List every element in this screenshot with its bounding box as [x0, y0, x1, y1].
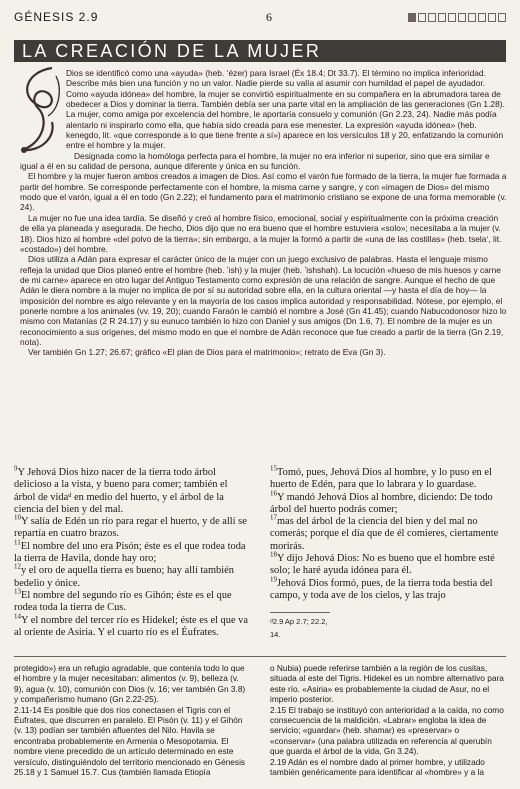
ornament-space — [20, 68, 66, 156]
verse-text: mas del árbol de la ciencia del bien y del mal no comerás; porque el día que de él comieres, ciertamente morirás. — [270, 516, 499, 552]
verse-number: 18 — [270, 550, 277, 559]
marker-box-icon — [468, 13, 476, 22]
essay-paragraph: Designada como la homóloga perfecta para el hombre, la mujer no era inferior ni superior, sino que era similar e igual a él en su calidad de persona, aunque diferente y única en su función. — [20, 150, 490, 172]
study-note: 2.19 Adán es el nombre dado al primer hombre, y utilizado también genéricamente para identificar al «hombre» y a la — [270, 756, 485, 778]
article-essay — [20, 68, 508, 358]
verse — [270, 464, 506, 492]
scripture-column-right — [270, 464, 506, 641]
verse — [14, 464, 250, 516]
verse-number: 13 — [14, 587, 21, 596]
verse — [14, 612, 250, 640]
study-note: 2.15 El trabajo se instituyó con anterioridad a la caída, no como consecuencia de la maldición. «Labrar» engloba la idea de servicio; «guardar» (heb. shamar) es «preservar» o «conservar» (una palabra utilizada en referencia al querubín que guarda el árbol de la vida, Gn 3.24). — [270, 704, 504, 757]
marker-box-filled-icon — [408, 13, 416, 22]
verse-text: Y el nombre del tercer río es Hidekel; éste es el que va al oriente de Asiria. Y el cuarto río es el Éufrates. — [14, 614, 248, 638]
verse-text: Y Jehová Dios hizo nacer de la tierra todo árbol delicioso a la vista, y bueno para comer; también el árbol de vidaᵈ en medio del huerto, y el árbol de la ciencia del bien y del mal. — [14, 467, 228, 515]
verse-number: 16 — [270, 489, 277, 498]
verse-text: Y dijo Jehová Dios: No es bueno que el hombre esté solo; le haré ayuda idónea para él. — [270, 553, 495, 577]
essay-paragraph: El hombre y la mujer fueron ambos creados a imagen de Dios. Así como el varón fue formado de la tierra, la mujer fue formada a partir del hombre. Se corresponde perfectamente con el hombre, la misma carne y sangre, y con «imagen de Dios» del mismo modo que el varón, igual a él en todo (Gn 2.22); el fundamento para el matrimonio cristiano se expone de una forma memorable (v. 24). — [20, 171, 507, 213]
essay-paragraph: La mujer no fue una idea tardía. Se diseñó y creó al hombre físico, emocional, social y espiritualmente con la próxima creación de ella ya planeada y asegurada. De hecho, Dios dijo que no era bueno que el hombre estuviera «solo»; necesitaba a la mujer (v. 18). Dios hizo al hombre «del polvo de la tierra»; sin embargo, a la mujer la formó a partir de «una de las costillas» (heb. tselaʻ, lit. «costado») del hombre. — [20, 212, 502, 254]
verse — [14, 513, 250, 541]
verse — [14, 538, 250, 566]
notes-divider — [14, 656, 506, 657]
essay-paragraph: Dios utiliza a Adán para expresar el carácter único de la mujer con un juego exclusivo de palabras. Hasta el lenguaje mismo refleja la unidad que Dios planeó entre el hombre (heb. ʼish) y la mujer (heb. ʼishshah). La locución «hueso de mis huesos y carne de mi carne» aparece en otro lugar del Antiguo Testamento como expresión de una relación de sangre. Aunque el hecho de que Adán le diera nombre a la mujer no implica de por sí su autoridad sobre ella, en la cultura oriental —y hasta el día de hoy— la imposición del nombre es algo relevante y en la mayoría de los casos implica autoridad y responsabilidad. Nótese, por ejemplo, el ponerle nombre a los animales (vv. 19, 20); cuando Faraón le cambió el nombre a José (Gn 41.45); cuando Nabucodonosor hizo lo mismo con Matanías (2 R 24.17) y su eunuco también lo hizo con Daniel y sus amigos (Dn 1.6, 7). El nombre de la mujer es un reconocimiento a sus orígenes, del mismo modo en que el nombre de Adán reconoce que fue creado a partir de la tierra (Gn 2.19, nota). — [20, 254, 507, 347]
verse-text: El nombre del segundo río es Gihón; éste es el que rodea toda la tierra de Cus. — [14, 589, 232, 614]
marker-box-icon — [458, 13, 466, 22]
essay-see-also: Ver también Gn 1.27; 26.67; gráfico «El plan de Dios para el matrimonio»; retrato de Eva (Gn 3). — [28, 347, 386, 358]
verse-text: El nombre del uno era Pisón; éste es el que rodea toda la tierra de Havila, donde hay oro; — [14, 540, 246, 565]
verse-number: 15 — [270, 464, 277, 473]
marker-box-icon — [418, 13, 426, 22]
section-marker-boxes-icon — [408, 13, 506, 22]
verse — [14, 587, 250, 615]
running-head — [14, 10, 506, 30]
notes-column-right — [270, 663, 506, 777]
verse-number: 19 — [270, 575, 277, 584]
verse — [14, 562, 250, 590]
verse-number: 11 — [14, 538, 21, 547]
book-reference: GÉNESIS 2.9 — [14, 10, 99, 24]
verse-text: Tomó, pues, Jehová Dios al hombre, y lo puso en el huerto de Edén, para que lo labrara y lo guardase. — [270, 467, 492, 491]
verse — [270, 575, 506, 603]
verse-text: Jehová Dios formó, pues, de la tierra toda bestia del campo, y toda ave de los cielos, y las trajo — [270, 577, 493, 601]
study-note: 2.11-14 Es posible que dos ríos conectasen el Tigris con el Éufrates, que discurren en paralelo. El Pisón (v. 11) y el Gihón (v. 13) podían ser también afluentes del Nilo. Havila se encontraba probablemente en Armenia o Mesopotamia. El nombre viene precedido de un artículo determinado en este versículo, distinguiéndolo del territorio mencionado en Génesis 25.18 y 1 Samuel 15.7. Cus (también llamada Etiopía — [14, 704, 246, 778]
marker-box-icon — [448, 13, 456, 22]
cross-reference: ᵈ2.9 Ap 2.7; 22.2, 14. — [270, 612, 330, 641]
verse-number: 9 — [14, 464, 18, 473]
verse-number: 14 — [14, 612, 21, 621]
article-title: LA CREACIÓN DE LA MUJER — [22, 41, 322, 61]
verse-number: 17 — [270, 513, 277, 522]
marker-box-icon — [498, 13, 506, 22]
verse — [270, 550, 506, 578]
verse-number: 12 — [14, 562, 21, 571]
article-banner — [14, 40, 506, 62]
page-number: 6 — [266, 10, 272, 24]
marker-box-icon — [428, 13, 436, 22]
verse — [270, 513, 506, 553]
notes-column-left — [14, 663, 250, 777]
verse — [270, 489, 506, 517]
verse-text: Y salía de Edén un río para regar el huerto, y de allí se repartía en cuatro brazos. — [14, 516, 247, 540]
verse-number: 10 — [14, 513, 21, 522]
essay-paragraph: Dios se identificó como una «ayuda» (heb. ʻézer) para Israel (Éx 18.4; Dt 33.7). El término no implica inferioridad. Describe más bien una función y no un valor. Nadie pierde su valía al asumir con humildad el papel de ayudador. Como «ayuda idónea» del hombre, la mujer se convirtió espiritualmente en su compañera en la abrumadora tarea de obedecer a Dios y dominar la tierra. También debía ser una parte vital en la ampliación de las generaciones (Gn 1.28). La mujer, como amiga por excelencia del hombre, le aportaría consuelo y comunión (Gn 2.23, 24). Nadie más podía alentarlo ni inspirarlo como ella, que había sido creada para ese menester. La expresión «ayuda idónea» (heb. kenegdo, lit. «que corresponde a lo que tiene frente a sí») aparece en los versículos 18 y 20, enfatizando la comunión entre el hombre y la mujer. — [66, 68, 505, 151]
verse-text: y el oro de aquella tierra es bueno; hay allí también bedelio y ónice. — [14, 565, 234, 589]
study-note: protegido») era un refugio agradable, que contenía todo lo que el hombre y la mujer necesitaban: alimentos (v. 9), belleza (v. 9), agua (v. 10), comunión con Dios (v. 16; ver también Gn 3.8) y compañerismo humano (Gn 2.22-25). — [14, 663, 246, 705]
study-note: o Nubia) puede referirse también a la región de los cusitas, situada al este del Tigris. Hidekel es un nombre alternativo para este río. «Asiria» es probablemente la ciudad de Asur, no el imperio posterior. — [270, 663, 504, 705]
marker-box-icon — [438, 13, 446, 22]
scripture-column-left — [14, 464, 250, 639]
marker-box-icon — [488, 13, 496, 22]
verse-text: Y mandó Jehová Dios al hombre, diciendo: De todo árbol del huerto podrás comer; — [270, 491, 493, 515]
marker-box-icon — [478, 13, 486, 22]
